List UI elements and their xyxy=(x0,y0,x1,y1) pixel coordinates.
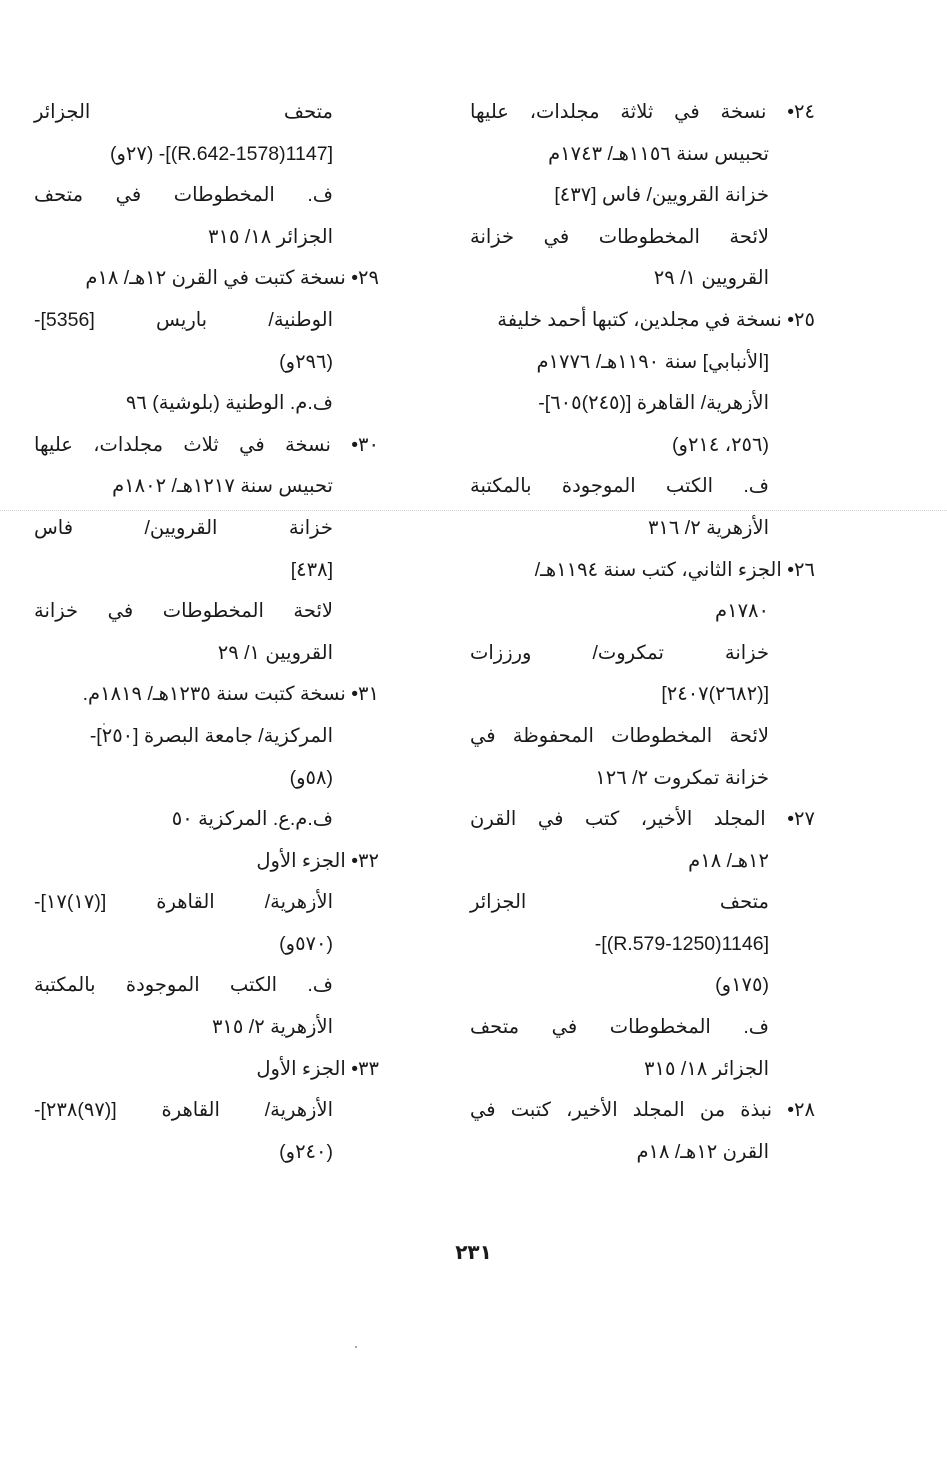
entry-detail-line: (٥٧٠و) xyxy=(279,932,333,955)
entry-detail-line: لائحة المخطوطات في خزانة xyxy=(470,225,769,248)
entry-detail-line: الأزهرية ٢/ ٣١٦ xyxy=(647,516,769,539)
entry-detail-line: الأزهرية ٢/ ٣١٥ xyxy=(211,1016,333,1039)
entry-detail-line: متحف الجزائر xyxy=(470,891,769,914)
entry-detail-line: ف.م.ع. المركزية ٥٠ xyxy=(171,808,333,831)
entry-detail-line: لائحة المخطوطات المحفوظة في xyxy=(470,724,769,747)
entry-detail-line: الجزائر ١٨/ ٣١٥ xyxy=(644,1057,769,1080)
entry-detail-line: القرن ١٢هـ/ ١٨م xyxy=(636,1140,769,1163)
entry-detail-line: ف. الكتب الموجودة بالمكتبة xyxy=(470,475,769,498)
entry-detail-line: (٢٤٠و) xyxy=(279,1140,333,1163)
scan-speck xyxy=(103,723,105,725)
entry-detail-line: ف. المخطوطات في متحف xyxy=(470,1016,769,1039)
entry-heading-line: ٣٣• الجزء الأول xyxy=(256,1057,379,1080)
entry-detail-line: ١٧٨٠م xyxy=(715,600,769,623)
entry-detail-line: الأزهرية/ القاهرة [(٢٤٥)٦٠٥]- xyxy=(538,392,769,415)
entry-heading-line: ٣٠• نسخة في ثلاث مجلدات، عليها xyxy=(34,433,379,456)
entry-detail-line: لائحة المخطوطات في خزانة xyxy=(34,600,333,623)
entry-detail-line: ف. الكتب الموجودة بالمكتبة xyxy=(34,974,333,997)
entry-detail-line: متحف الجزائر xyxy=(34,101,333,123)
page-number: ٢٣١ xyxy=(455,1242,492,1264)
entry-detail-line: الوطنية/ باريس [5356]- xyxy=(34,308,333,331)
entry-detail-line: [الأنبابي] سنة ١١٩٠هـ/ ١٧٧٦م xyxy=(536,350,769,373)
entry-detail-line: خزانة القرويين/ فاس [٤٣٧] xyxy=(554,184,769,207)
entry-heading-line: ٢٦• الجزء الثاني، كتب سنة ١١٩٤هـ/ xyxy=(534,558,815,581)
entry-detail-line: خزانة القرويين/ فاس xyxy=(34,516,333,539)
entry-detail-line: القرويين ١/ ٢٩ xyxy=(653,267,769,290)
entry-detail-line: الجزائر ١٨/ ٣١٥ xyxy=(208,225,333,248)
entry-heading-line: ٢٨• نبذة من المجلد الأخير، كتبت في xyxy=(470,1099,815,1122)
entry-detail-line: [٤٣٨] xyxy=(290,558,333,581)
entry-detail-line: ف. المخطوطات في متحف xyxy=(34,184,333,207)
entry-detail-line: ١٢هـ/ ١٨م xyxy=(688,849,769,872)
entry-detail-line: القرويين ١/ ٢٩ xyxy=(217,641,333,664)
entry-heading-line: ٢٩• نسخة كتبت في القرن ١٢هـ/ ١٨م xyxy=(85,267,379,290)
entry-detail-line: [1147(1578-R.642)]- (٢٧و) xyxy=(110,142,333,165)
entry-detail-line: (٢٩٦و) xyxy=(279,350,333,373)
entry-heading-line: ٢٤• نسخة في ثلاثة مجلدات، عليها xyxy=(470,101,815,123)
entry-detail-line: (٢٥٦، ٢١٤و) xyxy=(672,433,769,456)
entry-heading-line: ٢٥• نسخة في مجلدين، كتبها أحمد خليفة xyxy=(497,308,815,331)
entry-detail-line: تحبيس سنة ١١٥٦هـ/ ١٧٤٣م xyxy=(548,142,769,165)
entry-detail-line: الأزهرية/ القاهرة [(١٧)١٧]- xyxy=(34,891,333,914)
entry-heading-line: ٢٧• المجلد الأخير، كتب في القرن xyxy=(470,808,815,831)
entry-detail-line: خزانة تمكروت ٢/ ١٢٦ xyxy=(595,766,769,789)
entry-detail-line: [1146(1250-R.579)]- xyxy=(594,932,769,955)
entry-heading-line: ٣٢• الجزء الأول xyxy=(256,849,379,872)
entry-detail-line: المركزية/ جامعة البصرة [٢٥٠]- xyxy=(89,724,333,747)
entry-detail-line: (٥٨و) xyxy=(289,766,333,789)
entry-detail-line: (١٧٥و) xyxy=(715,974,769,997)
entry-detail-line: خزانة تمكروت/ ورززات xyxy=(470,641,769,664)
entry-heading-line: ٣١• نسخة كتبت سنة ١٢٣٥هـ/ ١٨١٩م. xyxy=(82,683,379,706)
entry-detail-line: الأزهرية/ القاهرة [(٩٧)٢٣٨]- xyxy=(34,1099,333,1122)
scan-artifact-line xyxy=(0,510,947,511)
entry-detail-line: [(٢٦٨٢)٢٤٠٧] xyxy=(661,683,769,706)
entry-detail-line: ف.م. الوطنية (بلوشية) ٩٦ xyxy=(125,392,333,415)
scan-speck xyxy=(355,1346,357,1348)
left-column xyxy=(34,92,379,1173)
entry-detail-line: تحبيس سنة ١٢١٧هـ/ ١٨٠٢م xyxy=(112,475,333,498)
right-column xyxy=(470,92,815,1173)
